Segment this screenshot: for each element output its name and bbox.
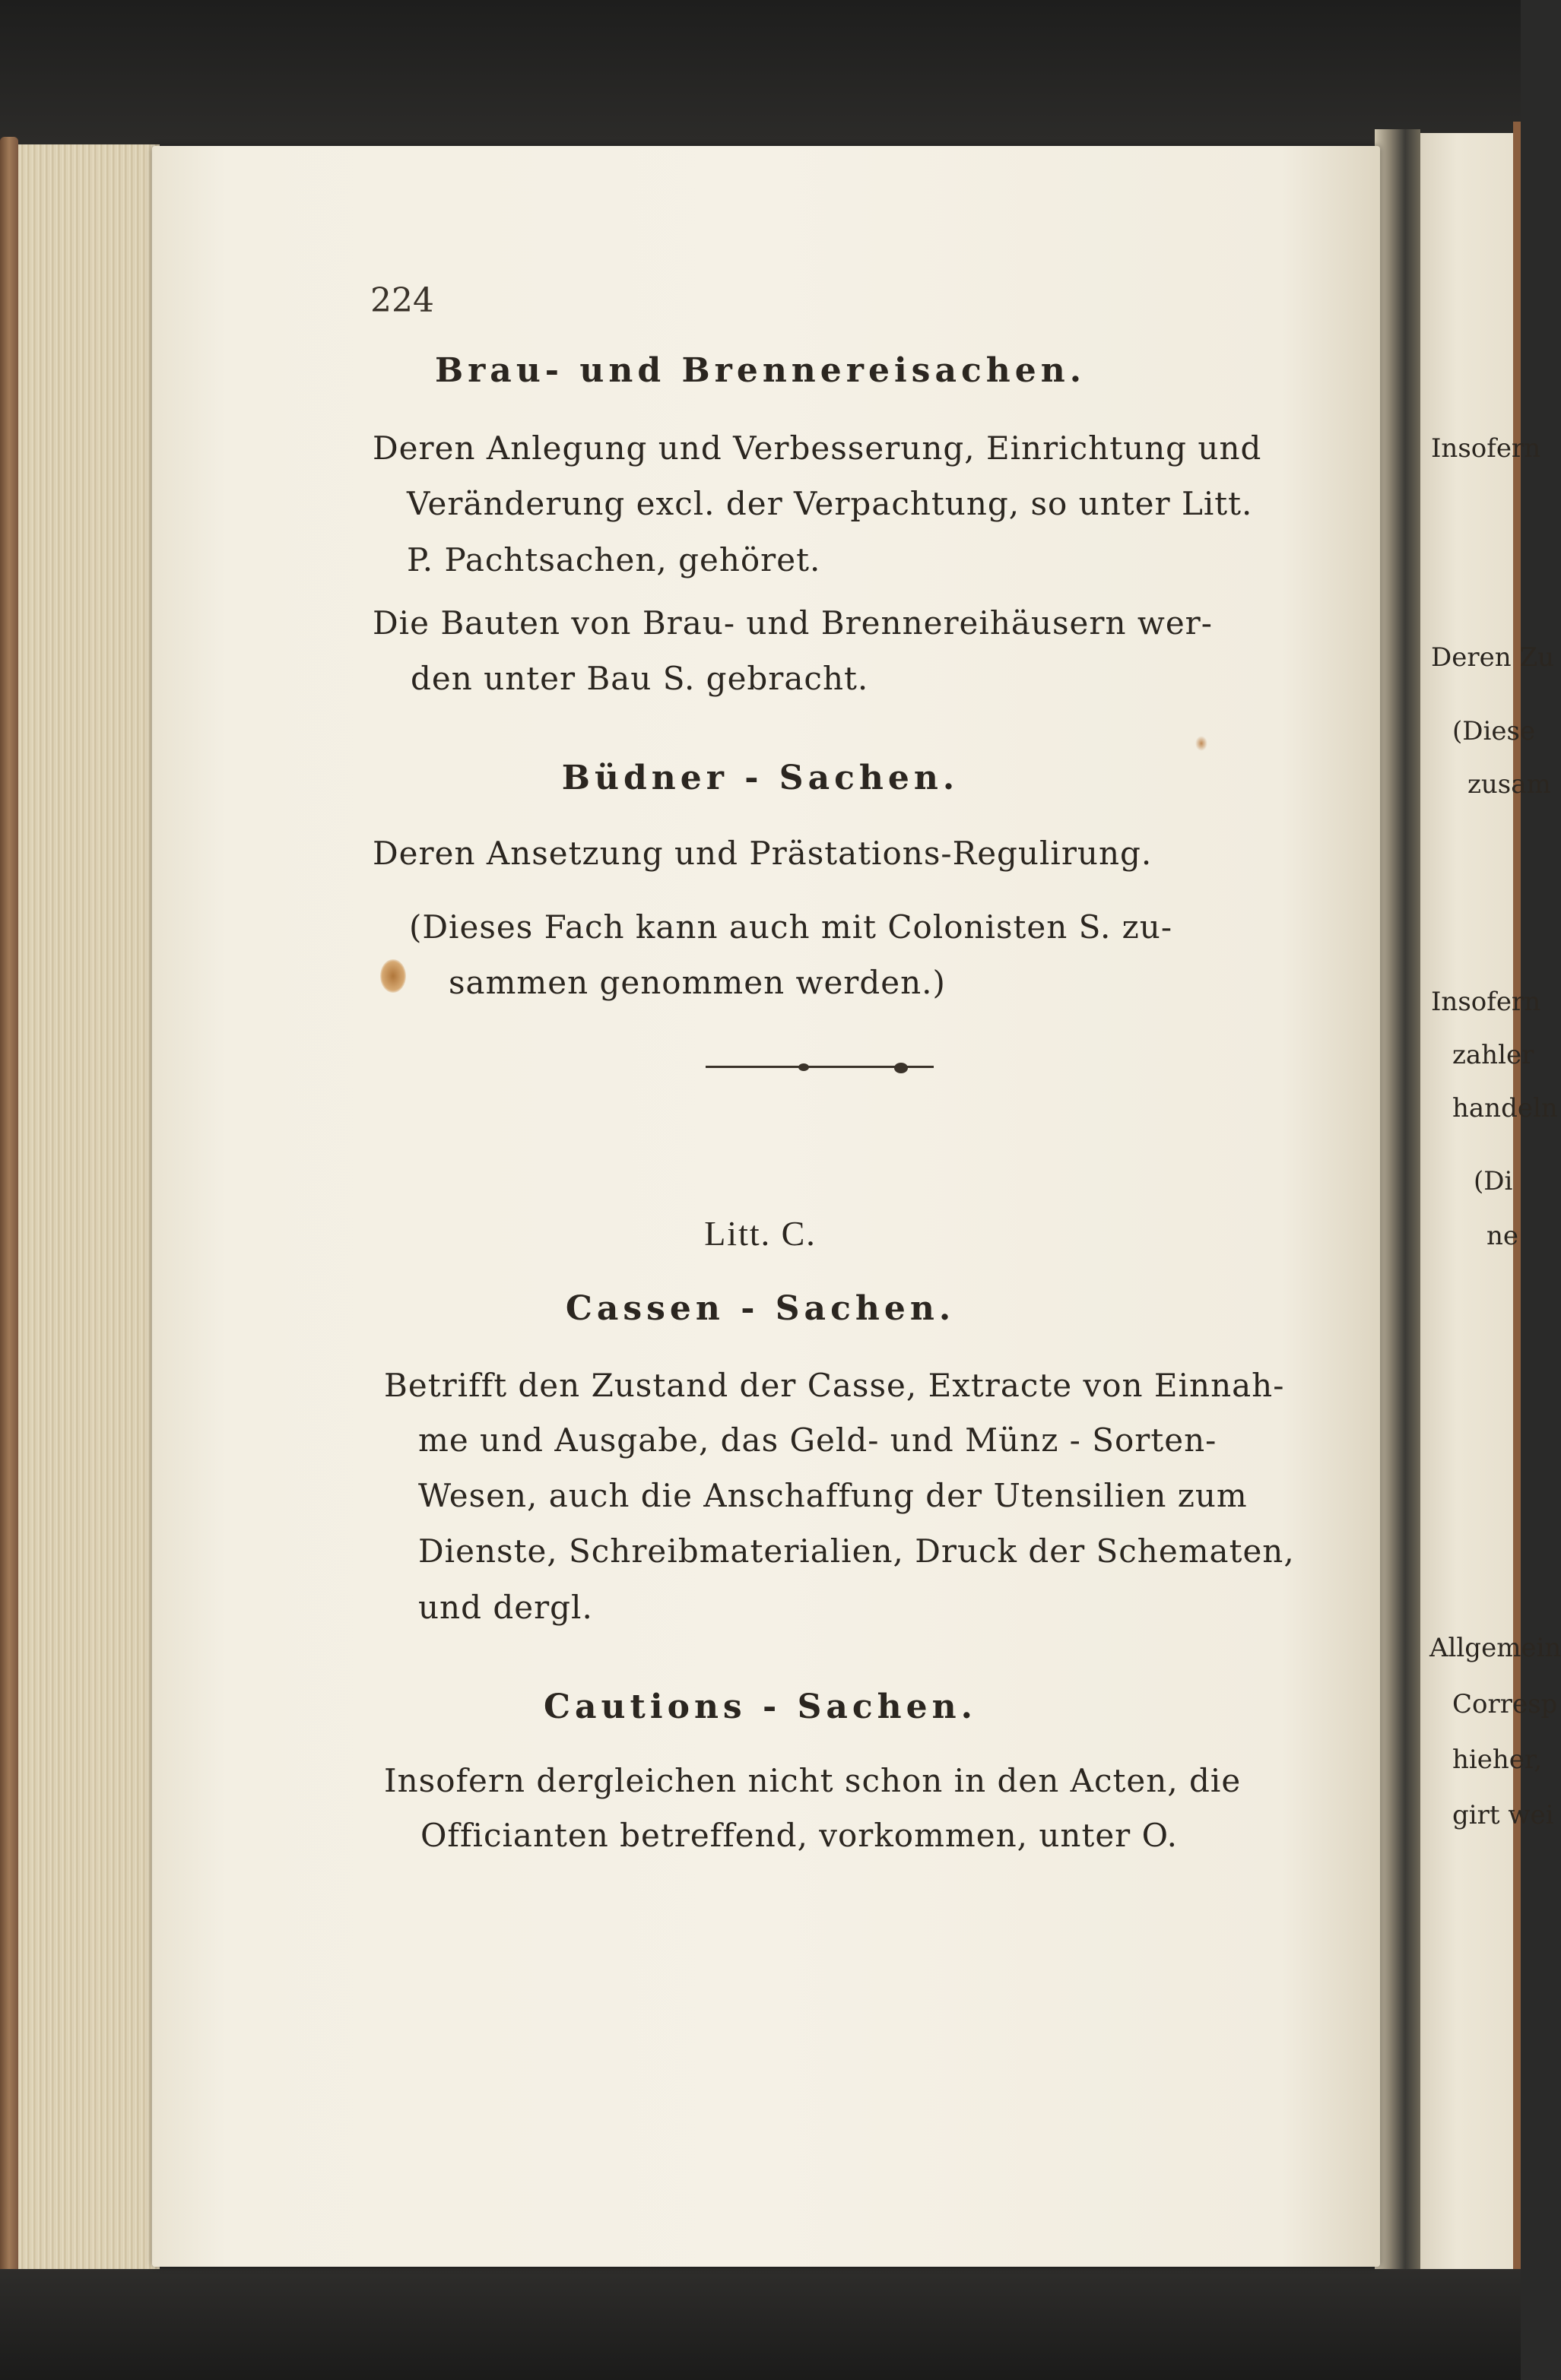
heading-brau: Brau- und Brennereisachen. (434, 351, 1087, 390)
facing-text: zahler (1452, 1040, 1534, 1070)
facing-text: (Di (1474, 1166, 1513, 1196)
text-line: Betrifft den Zustand der Casse, Extracte von Einnah- (384, 1367, 1285, 1404)
text-line: Officianten betreffend, vorkommen, unter O. (420, 1817, 1178, 1854)
text-line: Deren Ansetzung und Prästations-Regulirung. (373, 835, 1153, 872)
background-bottom (0, 2269, 1521, 2380)
text-line: sammen genommen werden.) (449, 964, 946, 1001)
book-cover-edge (0, 137, 18, 2280)
text-line: Dienste, Schreibmaterialien, Druck der Schematen, (418, 1532, 1295, 1570)
facing-text: hieher, (1452, 1745, 1543, 1775)
divider-ornament (798, 1063, 809, 1071)
text-line: Wesen, auch die Anschaffung der Utensilien zum (418, 1477, 1248, 1514)
facing-text: handeln (1452, 1093, 1558, 1123)
text-line: P. Pachtsachen, gehöret. (407, 541, 821, 578)
heading-buedner: Büdner - Sachen. (561, 759, 960, 797)
heading-cassen: Cassen - Sachen. (565, 1289, 956, 1328)
text-line: Die Bauten von Brau- und Brennereihäusern wer- (373, 604, 1213, 642)
book-gutter (1375, 129, 1420, 2288)
text-line: me und Ausgabe, das Geld- und Münz - Sorten- (418, 1421, 1217, 1459)
text-line: Veränderung excl. der Verpachtung, so unter Litt. (407, 485, 1253, 522)
text-line: und dergl. (418, 1589, 593, 1626)
page-edges (0, 144, 160, 2273)
facing-text: Corresp (1452, 1689, 1558, 1719)
facing-text: Insofern (1431, 433, 1541, 464)
facing-text: Deren Zu (1431, 642, 1554, 673)
facing-text: Insofern (1431, 987, 1541, 1017)
facing-text: Allgemein (1429, 1633, 1561, 1663)
facing-text: girt wei (1452, 1800, 1554, 1830)
text-line: den unter Bau S. gebracht. (411, 660, 869, 697)
text-line: (Dieses Fach kann auch mit Colonisten S. zu- (409, 908, 1173, 946)
heading-cautions: Cautions - Sachen. (544, 1688, 977, 1726)
divider-ornament (894, 1063, 908, 1073)
text-line: Insofern dergleichen nicht schon in den Acten, die (384, 1762, 1242, 1799)
litt-heading: Litt. C. (704, 1214, 817, 1253)
facing-text: zusam (1467, 769, 1551, 800)
page-number: 224 (370, 281, 434, 320)
foxing-stain (380, 959, 406, 993)
foxing-stain (1195, 736, 1207, 751)
text-line: Deren Anlegung und Verbesserung, Einrichtung und (373, 429, 1262, 467)
facing-text: ne (1486, 1221, 1519, 1251)
facing-text: (Diese (1452, 716, 1536, 746)
background-top (0, 0, 1521, 152)
